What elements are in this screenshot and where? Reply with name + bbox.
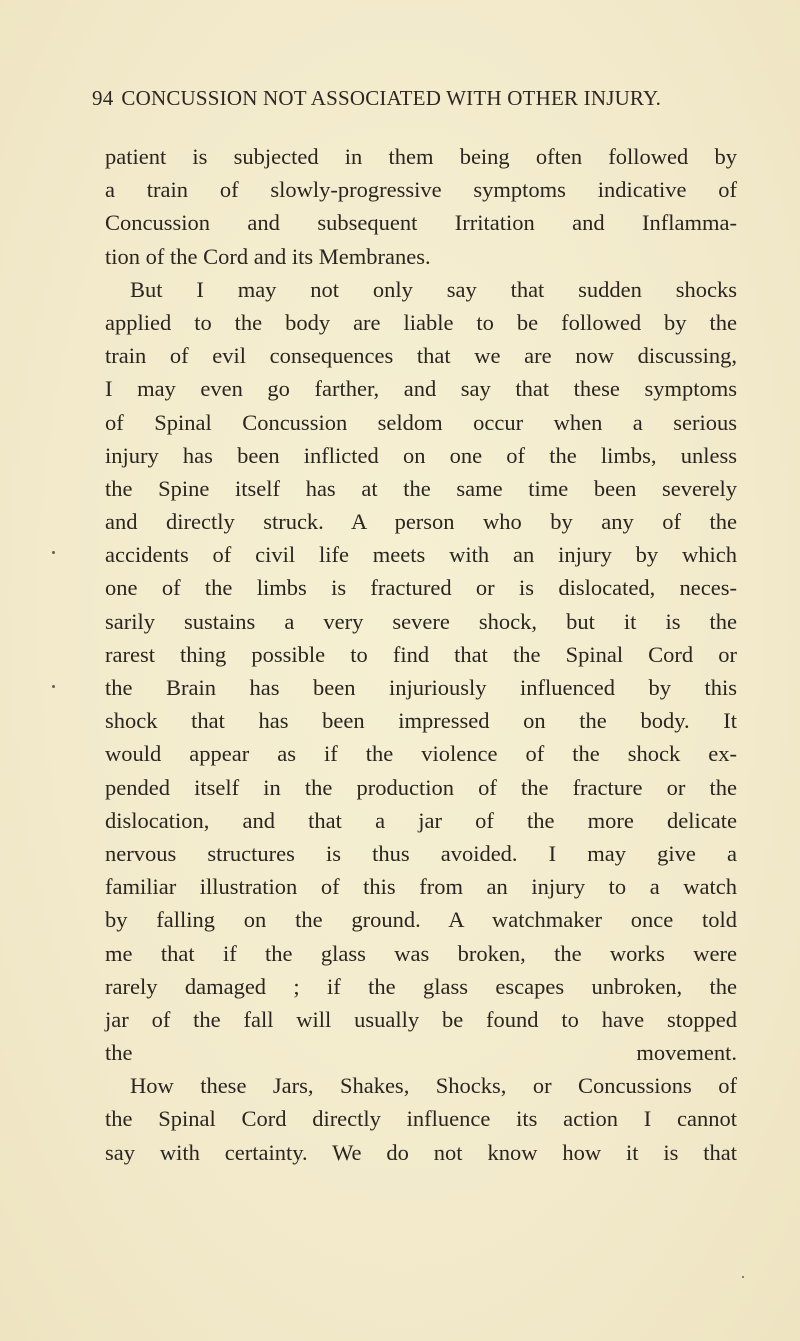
text-line: dislocation, and that a jar of the more delicate — [105, 807, 737, 833]
text-line: the Brain has been injuriously influenced by this — [105, 675, 737, 700]
text-line: me that if the glass was broken, the works were — [105, 940, 737, 966]
page-number: 94 — [92, 86, 114, 110]
text-line: patient is subjected in them being often followed by — [105, 144, 737, 169]
text-line: But I may not only say that sudden shocks — [130, 276, 737, 302]
text-line: injury has been inflicted on one of the limbs, unless — [105, 442, 737, 468]
running-header — [92, 86, 732, 111]
text-line: accidents of civil life meets with an injury by which — [105, 542, 737, 568]
text-line: Concussion and subsequent Irritation and Inflamma- — [105, 210, 737, 236]
text-line: and directly struck. A person who by any of the — [105, 509, 737, 535]
text-line: one of the limbs is fractured or is dislocated, neces- — [105, 575, 737, 601]
text-line: rarely damaged ; if the glass escapes unbroken, the — [105, 973, 737, 999]
text-line: rarest thing possible to find that the Spinal Cord or — [105, 641, 737, 667]
text-line: the movement. — [105, 1040, 737, 1066]
margin-speck — [742, 1276, 744, 1278]
margin-speck — [52, 685, 55, 688]
text-line: nervous structures is thus avoided. I may give a — [105, 840, 737, 866]
text-line: the Spine itself has at the same time been severely — [105, 475, 737, 501]
text-line: tion of the Cord and its Membranes. — [105, 243, 431, 269]
text-line: applied to the body are liable to be followed by the — [105, 309, 737, 335]
text-line: sarily sustains a very severe shock, but it is the — [105, 608, 737, 634]
text-line: familiar illustration of this from an injury to a watch — [105, 874, 737, 900]
text-line: shock that has been impressed on the body. It — [105, 708, 737, 734]
text-line: jar of the fall will usually be found to have stopped — [105, 1006, 737, 1032]
text-line: by falling on the ground. A watchmaker once told — [105, 907, 737, 933]
text-line: I may even go farther, and say that these symptoms — [105, 376, 737, 402]
running-title: CONCUSSION NOT ASSOCIATED WITH OTHER INJURY. — [121, 86, 662, 110]
text-line: pended itself in the production of the fracture or the — [105, 774, 737, 800]
text-line: a train of slowly-progressive symptoms indicative of — [105, 177, 737, 203]
text-line: of Spinal Concussion seldom occur when a serious — [105, 409, 737, 435]
text-line: say with certainty. We do not know how it is that — [105, 1139, 737, 1165]
text-line: would appear as if the violence of the shock ex- — [105, 741, 737, 767]
body-text — [105, 140, 737, 1169]
text-line: train of evil consequences that we are now discussing, — [105, 343, 737, 369]
text-line: How these Jars, Shakes, Shocks, or Concussions of — [130, 1073, 737, 1099]
margin-speck — [52, 551, 55, 554]
text-line: the Spinal Cord directly influence its action I cannot — [105, 1106, 737, 1132]
